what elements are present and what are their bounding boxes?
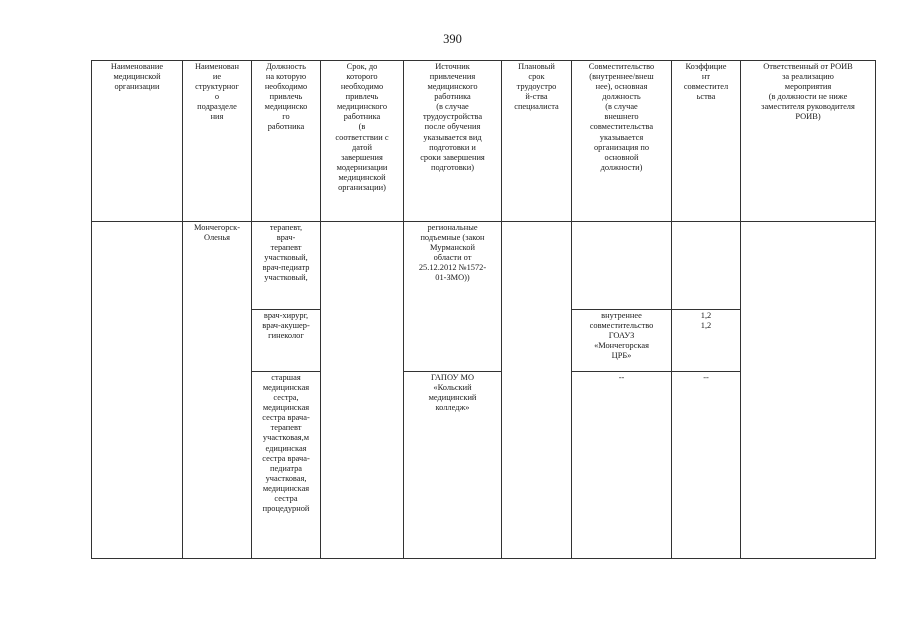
cell-medical-organization xyxy=(92,222,183,559)
header-responsible: Ответственный от РОИВ за реализацию мероприятия (в должности не ниже заместителя руководителя РОИВ) xyxy=(741,61,876,222)
header-coefficient: Коэффицие нт совместител ьства xyxy=(672,61,741,222)
staffing-table xyxy=(91,60,876,559)
header-source: Источник привлечения медицинского работника (в случае трудоустройства после обучения указывается вид подготовки и сроки завершения подготовки) xyxy=(404,61,502,222)
cell-combination xyxy=(572,222,672,310)
cell-combination: -- xyxy=(572,372,672,559)
header-structural-unit: Наименован ие структурног о подразделе ния xyxy=(183,61,252,222)
header-planned-date: Плановый срок трудоустро й-ства специалиста xyxy=(502,61,572,222)
table-header-row xyxy=(92,61,876,222)
cell-responsible xyxy=(741,222,876,559)
table-row xyxy=(92,222,876,310)
header-position: Должность на которую необходимо привлечь медицинско го работника xyxy=(252,61,321,222)
cell-structural-unit: Мончегорск- Оленья xyxy=(183,222,252,559)
cell-deadline xyxy=(321,222,404,559)
cell-combination: внутреннее совместительство ГОАУЗ «Мончегорская ЦРБ» xyxy=(572,310,672,372)
header-medical-organization: Наименование медицинской организации xyxy=(92,61,183,222)
cell-coefficient xyxy=(672,222,741,310)
cell-coefficient: -- xyxy=(672,372,741,559)
cell-position: врач-хирург, врач-акушер- гинеколог xyxy=(252,310,321,372)
cell-planned-date xyxy=(502,222,572,559)
cell-position: терапевт, врач- терапевт участковый, врач-педиатр участковый, xyxy=(252,222,321,310)
header-combination: Совместительство (внутреннее/внеш нее), основная должность (в случае внешнего совместительства указывается организация по основной должности) xyxy=(572,61,672,222)
cell-source: ГАПОУ МО «Кольский медицинский колледж» xyxy=(404,372,502,559)
page-number: 390 xyxy=(443,32,462,46)
header-deadline: Срок, до которого необходимо привлечь медицинского работника (в соответствии с датой завершения модернизации медицинской организации) xyxy=(321,61,404,222)
cell-coefficient: 1,2 1,2 xyxy=(672,310,741,372)
cell-source: региональные подъемные (закон Мурманской области от 25.12.2012 №1572- 01-ЗМО)) xyxy=(404,222,502,372)
cell-position: старшая медицинская сестра, медицинская сестра врача- терапевт участковая,м едицинская сестра врача- педиатра участковая, медицинская сестра процедурной xyxy=(252,372,321,559)
